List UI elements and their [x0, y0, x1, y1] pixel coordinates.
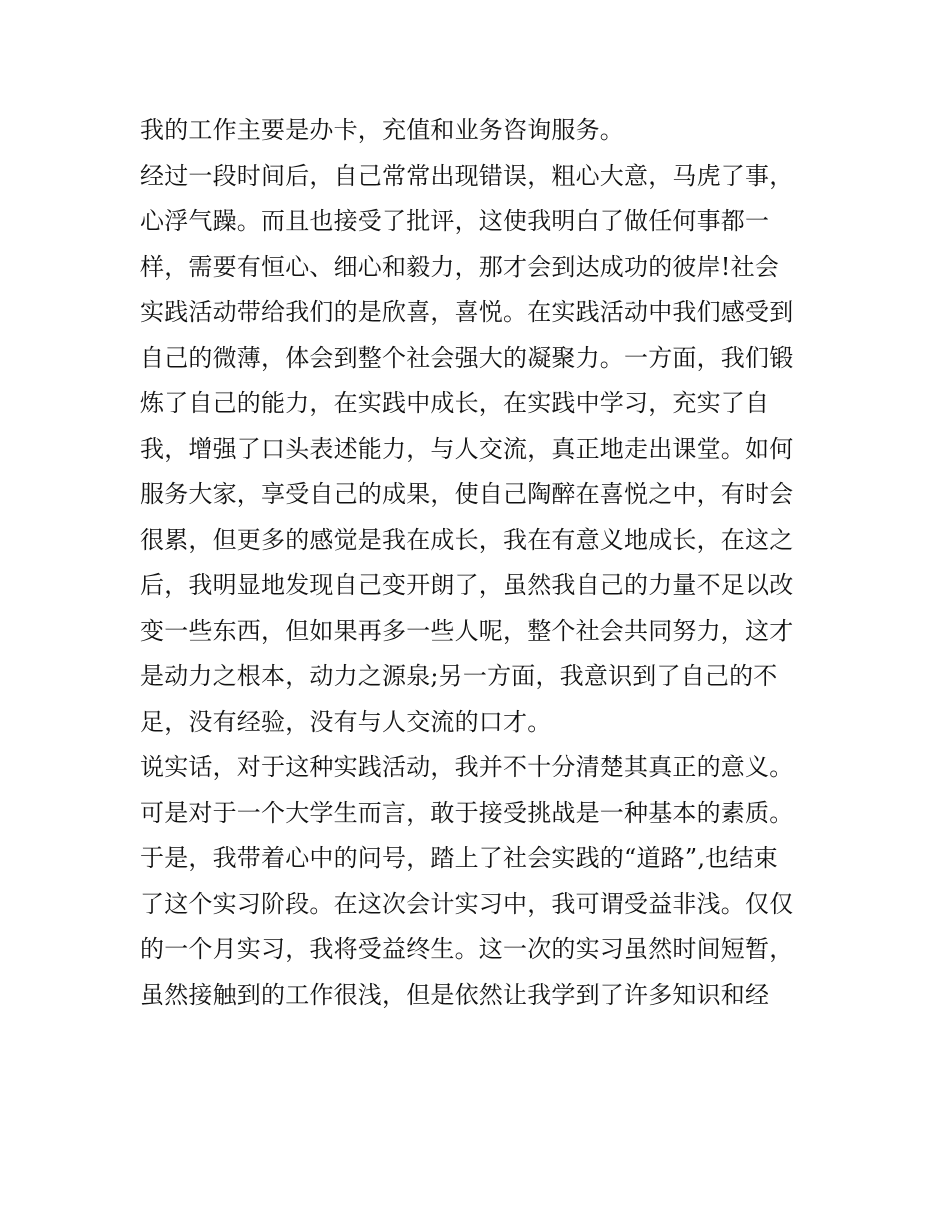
text-line: 是动力之根本，动力之源泉;另一方面，我意识到了自己的不 — [140, 662, 778, 690]
text-line: 说实话，对于这种实践活动，我并不十分清楚其真正的意义。 — [140, 753, 794, 781]
text-line: 很累，但更多的感觉是我在成长，我在有意义地成长，在这之 — [140, 525, 794, 554]
text-line: 样，需要有恒心、细心和毅力，那才会到达成功的彼岸!社会 — [140, 252, 780, 281]
body-text — [140, 108, 820, 1018]
text-line: 了这个实习阶段。在这次会计实习中，我可谓受益非浅。仅仅 — [140, 889, 794, 918]
text-line: 可是对于一个大学生而言，敢于接受挑战是一种基本的素质。 — [140, 798, 794, 827]
text-line: 足，没有经验，没有与人交流的口才。 — [140, 707, 552, 736]
text-line: 服务大家，享受自己的成果，使自己陶醉在喜悦之中，有时会 — [140, 480, 794, 508]
text-line: 虽然接触到的工作很浅，但是依然让我学到了许多知识和经 — [140, 980, 770, 1009]
text-line: 我的工作主要是办卡，充值和业务咨询服务。 — [140, 116, 624, 144]
text-line: 的一个月实习，我将受益终生。这一次的实习虽然时间短暂， — [140, 935, 794, 963]
text-line: 实践活动带给我们的是欣喜，喜悦。在实践活动中我们感受到 — [140, 298, 794, 326]
text-line: 后，我明显地发现自己变开朗了，虽然我自己的力量不足以改 — [140, 571, 794, 599]
text-line: 变一些东西，但如果再多一些人呢，整个社会共同努力，这才 — [140, 616, 794, 645]
text-line: 自己的微薄，体会到整个社会强大的凝聚力。一方面，我们锻 — [140, 343, 794, 372]
text-line: 心浮气躁。而且也接受了批评，这使我明白了做任何事都一 — [140, 207, 770, 235]
text-line: 经过一段时间后，自己常常出现错误，粗心大意，马虎了事， — [140, 161, 794, 190]
text-line: 我，增强了口头表述能力，与人交流，真正地走出课堂。如何 — [140, 434, 794, 463]
text-line: 于是，我带着心中的问号，踏上了社会实践的“道路”,也结束 — [140, 844, 778, 872]
text-line: 炼了自己的能力，在实践中成长，在实践中学习，充实了自 — [140, 389, 770, 417]
